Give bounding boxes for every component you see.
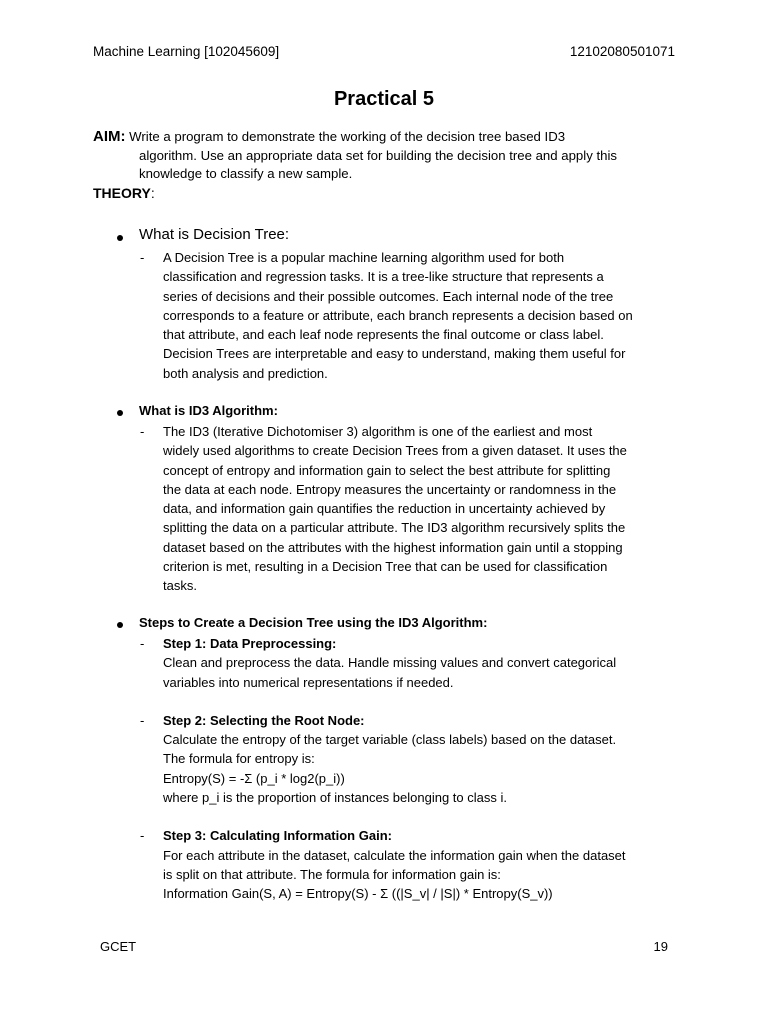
para-line: Calculate the entropy of the target variable (class labels) based on the dataset. bbox=[163, 732, 617, 748]
para-line: variables into numerical representations if needed. bbox=[163, 674, 454, 690]
section-id3 bbox=[0, 403, 768, 596]
para-line: The formula for entropy is: bbox=[163, 751, 315, 767]
para-line: The ID3 (Iterative Dichotomiser 3) algorithm is one of the earliest and most bbox=[163, 424, 593, 439]
section-paragraph bbox=[163, 248, 678, 383]
dash-marker: - bbox=[140, 250, 145, 265]
para-line: that attribute, and each leaf node represents the final outcome or class label. bbox=[163, 327, 604, 343]
step-1 bbox=[0, 634, 768, 692]
section-steps bbox=[0, 615, 768, 904]
bullet-dot-icon bbox=[117, 235, 123, 241]
step-paragraph bbox=[163, 826, 678, 903]
section-decision-tree bbox=[0, 228, 768, 383]
dash-marker: - bbox=[140, 424, 145, 439]
para-line: dataset based on the attributes with the highest information gain until a stopping bbox=[163, 539, 623, 555]
step-2 bbox=[0, 711, 768, 807]
para-line: where p_i is the proportion of instances belonging to class i. bbox=[163, 790, 507, 806]
step-title: Step 2: Selecting the Root Node: bbox=[163, 712, 365, 728]
dash-marker: - bbox=[140, 712, 145, 728]
para-line: series of decisions and their possible outcomes. Each internal node of the tree bbox=[163, 288, 614, 304]
bullet-dot-icon bbox=[117, 410, 123, 416]
bullet-dot-icon bbox=[117, 622, 123, 628]
theory-label: THEORY bbox=[93, 185, 151, 201]
para-line: splitting the data on a particular attribute. The ID3 algorithm recursively splits the bbox=[163, 520, 626, 536]
step-title: Step 3: Calculating Information Gain: bbox=[163, 828, 392, 844]
header-enrollment-number: 12102080501071 bbox=[569, 44, 675, 59]
dash-marker: - bbox=[140, 828, 145, 844]
para-line: classification and regression tasks. It is a tree-like structure that represents a bbox=[163, 269, 604, 285]
para-line: corresponds to a feature or attribute, each branch represents a decision based on bbox=[163, 307, 633, 323]
theory-heading bbox=[93, 185, 155, 201]
footer-institution: GCET bbox=[100, 939, 137, 954]
step-paragraph bbox=[163, 634, 678, 692]
para-line: tasks. bbox=[163, 578, 197, 594]
information-gain-formula: Information Gain(S, A) = Entropy(S) - Σ ((|S_v| / |S|) * Entropy(S_v)) bbox=[163, 886, 553, 902]
para-line: concept of entropy and information gain to select the best attribute for splitting bbox=[163, 462, 611, 478]
para-line: the data at each node. Entropy measures the uncertainty or randomness in the bbox=[163, 481, 617, 497]
step-title: Step 1: Data Preprocessing: bbox=[163, 636, 337, 651]
para-line: data, and information gain quantifies the reduction in uncertainty achieved by bbox=[163, 501, 606, 517]
header-course: Machine Learning [102045609] bbox=[93, 44, 280, 59]
theory-colon: : bbox=[150, 185, 155, 201]
para-line: A Decision Tree is a popular machine learning algorithm used for both bbox=[163, 250, 565, 265]
para-line: Decision Trees are interpretable and easy to understand, making them useful for bbox=[163, 346, 626, 362]
section-heading: What is ID3 Algorithm: bbox=[139, 403, 278, 418]
section-heading: What is Decision Tree: bbox=[139, 226, 290, 243]
aim-line-1: Write a program to demonstrate the working of the decision tree based ID3 bbox=[129, 129, 566, 144]
section-heading: Steps to Create a Decision Tree using the ID3 Algorithm: bbox=[139, 615, 488, 630]
para-line: Clean and preprocess the data. Handle missing values and convert categorical bbox=[163, 655, 617, 671]
para-line: both analysis and prediction. bbox=[163, 365, 328, 381]
dash-marker: - bbox=[140, 636, 145, 651]
aim-line-3: knowledge to classify a new sample. bbox=[139, 166, 353, 181]
entropy-formula: Entropy(S) = -Σ (p_i * log2(p_i)) bbox=[163, 770, 345, 786]
step-3 bbox=[0, 826, 768, 903]
para-line: widely used algorithms to create Decision Trees from a given dataset. It uses the bbox=[163, 443, 627, 459]
para-line: is split on that attribute. The formula for information gain is: bbox=[163, 866, 501, 882]
para-line: For each attribute in the dataset, calculate the information gain when the dataset bbox=[163, 847, 626, 863]
aim-paragraph bbox=[93, 128, 683, 184]
para-line: criterion is met, resulting in a Decision Tree that can be used for classification bbox=[163, 559, 608, 575]
page-number: 19 bbox=[653, 939, 668, 954]
aim-line-2: algorithm. Use an appropriate data set for building the decision tree and apply this bbox=[139, 147, 617, 163]
step-paragraph bbox=[163, 711, 678, 807]
section-paragraph bbox=[163, 422, 678, 596]
aim-label: AIM: bbox=[93, 128, 126, 145]
page-title: Practical 5 bbox=[333, 88, 435, 110]
